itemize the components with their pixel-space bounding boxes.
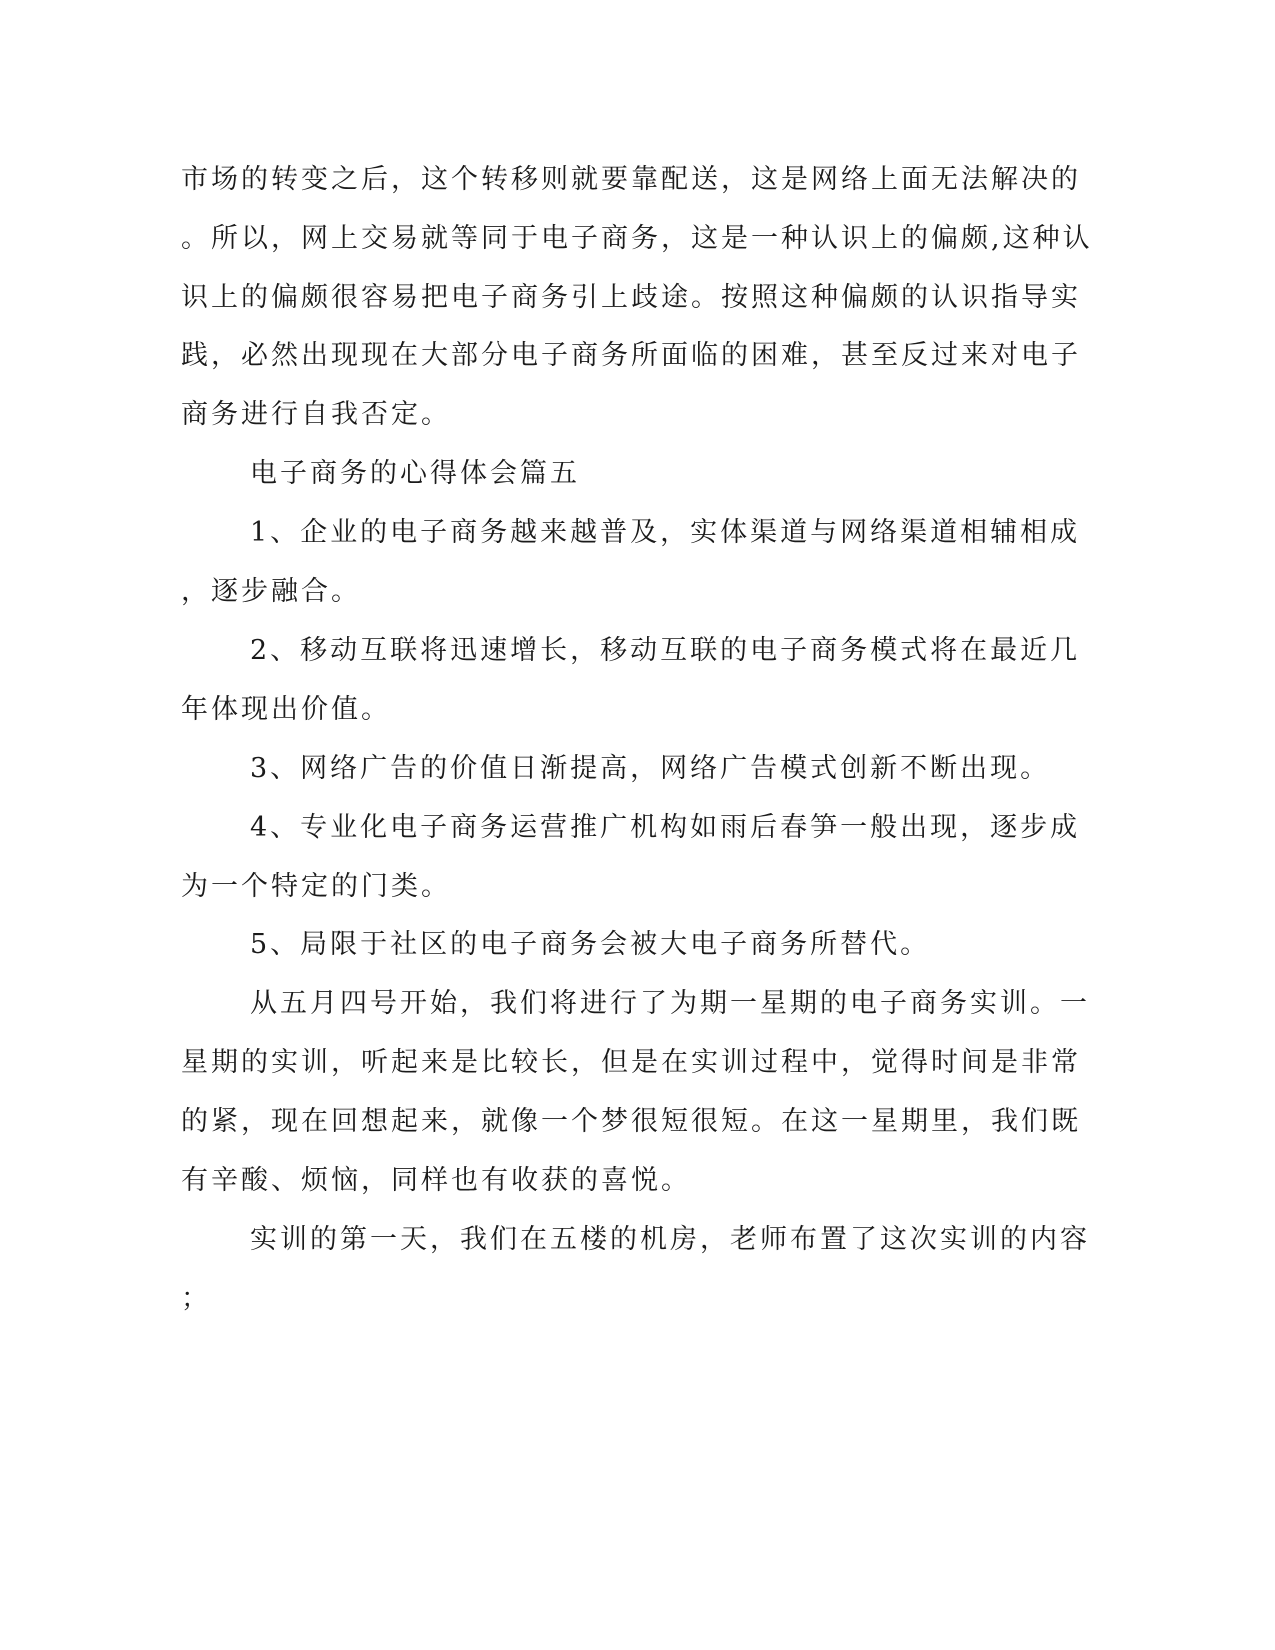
list-item: 5、局限于社区的电子商务会被大电子商务所替代。 [250, 929, 931, 960]
text-line: 的紧，现在回想起来，就像一个梦很短很短。在这一星期里，我们既 [181, 1106, 1081, 1137]
text-line: 市场的转变之后，这个转移则就要靠配送，这是网络上面无法解决的 [181, 164, 1081, 195]
text-line: 识上的偏颇很容易把电子商务引上歧途。按照这种偏颇的认识指导实 [181, 282, 1081, 313]
list-item: 3、网络广告的价值日渐提高，网络广告模式创新不断出现。 [250, 753, 1051, 784]
text-line: 从五月四号开始，我们将进行了为期一星期的电子商务实训。一 [250, 988, 1090, 1019]
section-heading: 电子商务的心得体会篇五 [250, 458, 580, 489]
list-item-continuation: ，逐步融合。 [181, 576, 361, 607]
text-line: ； [181, 1283, 211, 1314]
text-line: 践，必然出现现在大部分电子商务所面临的困难，甚至反过来对电子 [181, 340, 1081, 371]
list-item-continuation: 为一个特定的门类。 [181, 871, 451, 902]
list-item: 2、移动互联将迅速增长，移动互联的电子商务模式将在最近几 [250, 635, 1081, 666]
text-line: 星期的实训，听起来是比较长，但是在实训过程中，觉得时间是非常 [181, 1047, 1081, 1078]
list-item-continuation: 年体现出价值。 [181, 694, 391, 725]
text-line: 。所以，网上交易就等同于电子商务，这是一种认识上的偏颇,这种认 [181, 223, 1093, 254]
list-item: 4、专业化电子商务运营推广机构如雨后春笋一般出现，逐步成 [250, 812, 1081, 843]
text-line: 有辛酸、烦恼，同样也有收获的喜悦。 [181, 1165, 691, 1196]
text-line: 实训的第一天，我们在五楼的机房，老师布置了这次实训的内容 [250, 1224, 1090, 1255]
list-item: 1、企业的电子商务越来越普及，实体渠道与网络渠道相辅相成 [250, 517, 1081, 548]
text-line: 商务进行自我否定。 [181, 399, 451, 430]
